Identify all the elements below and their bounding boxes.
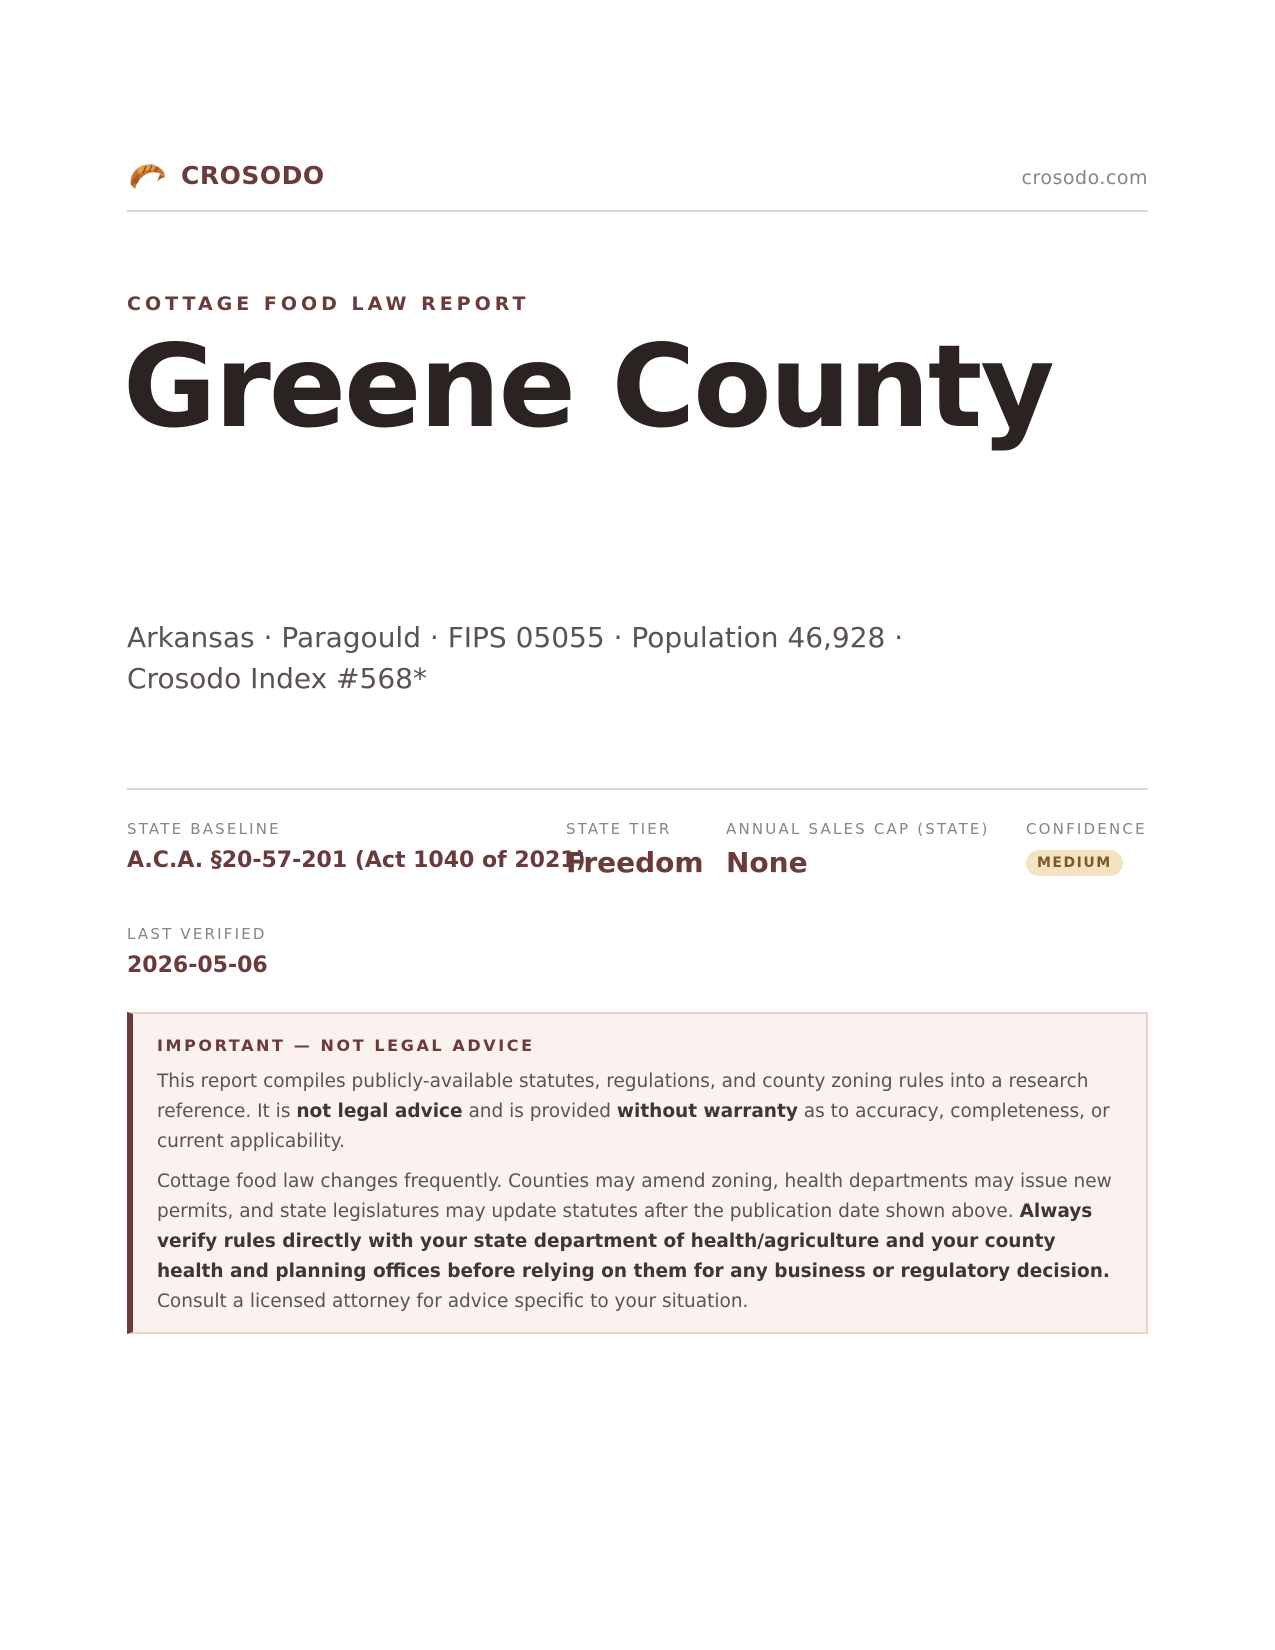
fact-label: CONFIDENCE — [1026, 820, 1147, 838]
page-title: Greene County — [123, 320, 1053, 453]
page-header — [127, 155, 1148, 212]
fact-confidence — [1026, 820, 1147, 876]
disclaimer-paragraph-2: Cottage food law changes frequently. Counties may amend zoning, health departments may issue new permits, and state legislatures may update statutes after the publication date shown above. Always verify rules directly with your state department of health/agriculture and your county health and planning offices before relying on them for any business or regulatory decision. Consult a licensed attorney for advice specific to your situation. — [157, 1171, 1112, 1312]
fact-state-baseline — [127, 820, 586, 873]
croissant-icon — [127, 157, 167, 193]
brand-name: CROSODO — [181, 160, 325, 190]
fact-label: LAST VERIFIED — [127, 925, 267, 943]
legal-disclaimer — [127, 1012, 1148, 1334]
fact-annual-sales-cap — [726, 820, 990, 879]
fact-value: Freedom — [566, 846, 704, 879]
county-summary-line-2: Crosodo Index #568* — [127, 662, 427, 695]
report-eyebrow: COTTAGE FOOD LAW REPORT — [127, 293, 530, 315]
divider — [127, 788, 1148, 790]
fact-last-verified — [127, 925, 268, 978]
disclaimer-title: IMPORTANT — NOT LEGAL ADVICE — [157, 1036, 535, 1055]
fact-label: STATE BASELINE — [127, 820, 281, 838]
fact-value: 2026-05-06 — [127, 953, 268, 978]
fact-label: STATE TIER — [566, 820, 672, 838]
county-summary — [127, 617, 947, 699]
confidence-badge: MEDIUM — [1026, 850, 1123, 876]
disclaimer-paragraph-1: This report compiles publicly-available statutes, regulations, and county zoning rules into a research reference. It is not legal advice and is provided without warranty as to accuracy, completeness, or current applicability. — [157, 1071, 1110, 1152]
fact-value: A.C.A. §20-57-201 (Act 1040 of 2021) — [127, 848, 586, 873]
fact-state-tier — [566, 820, 704, 879]
site-url[interactable]: crosodo.com — [1021, 167, 1148, 189]
county-summary-line-1: Arkansas · Paragould · FIPS 05055 · Population 46,928 · — [127, 621, 904, 654]
fact-label: ANNUAL SALES CAP (STATE) — [726, 820, 990, 838]
brand[interactable] — [127, 157, 325, 193]
fact-value: None — [726, 846, 808, 879]
